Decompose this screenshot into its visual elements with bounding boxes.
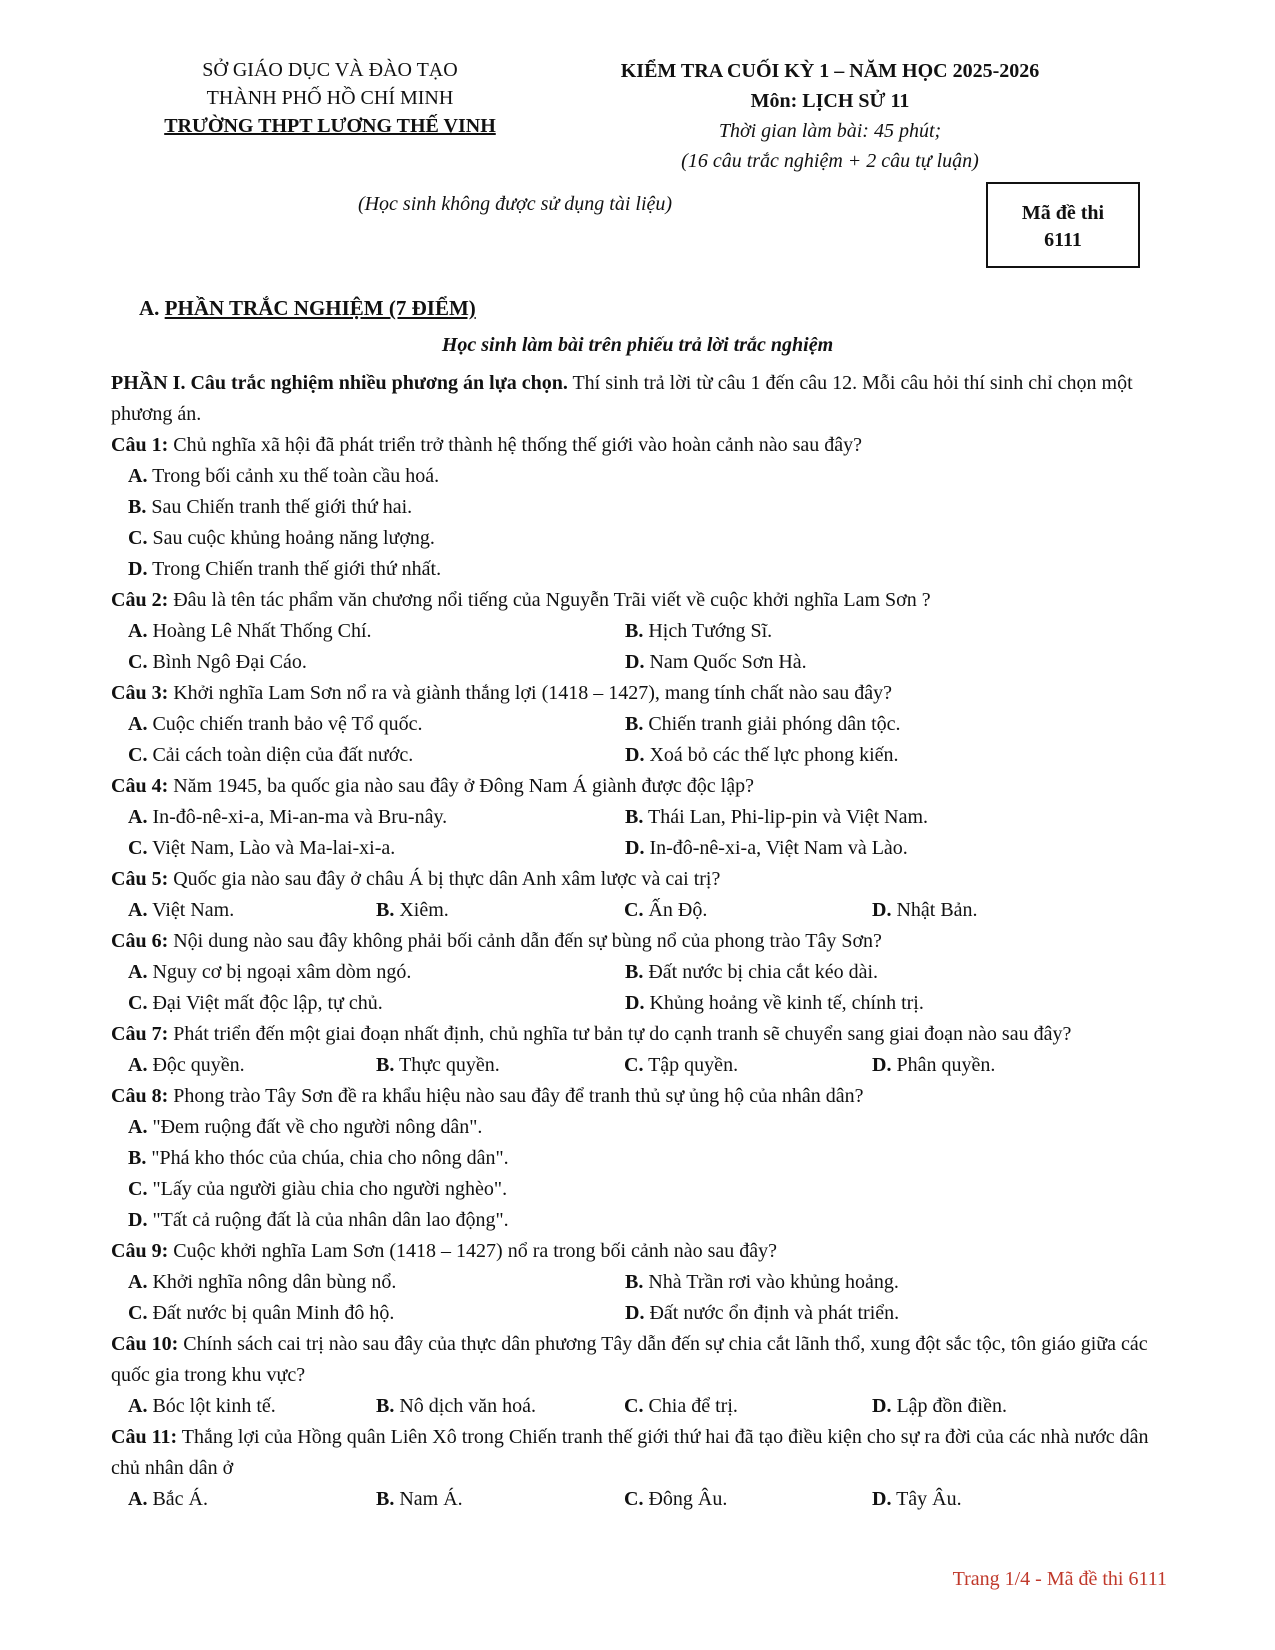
- department-line-2: THÀNH PHỐ HỒ CHÍ MINH: [206, 87, 454, 109]
- option-key: C.: [624, 1488, 644, 1510]
- answer-option: [128, 802, 625, 833]
- option-key: B.: [128, 496, 147, 518]
- answer-option: [625, 1298, 1122, 1329]
- option-text: Việt Nam.: [147, 899, 235, 921]
- option-key: B.: [625, 620, 644, 642]
- answer-option: [128, 496, 412, 518]
- option-text: Nhà Trần rơi vào khủng hoảng.: [643, 1271, 899, 1293]
- part-intro: [111, 368, 1161, 430]
- questions: [111, 430, 1161, 1515]
- option-text: Việt Nam, Lào và Ma-lai-xi-a.: [147, 837, 396, 859]
- option-text: Nam Á.: [394, 1488, 463, 1510]
- answer-option: [625, 740, 1122, 771]
- question-stem: [111, 430, 1161, 461]
- answer-option: [872, 1484, 1120, 1515]
- option-text: Sau Chiến tranh thế giới thứ hai.: [146, 496, 413, 518]
- question-label: Câu 5:: [111, 868, 169, 890]
- option-key: B.: [625, 713, 644, 735]
- option-row: [111, 1298, 1161, 1329]
- option-key: B.: [625, 806, 644, 828]
- option-text: Hoàng Lê Nhất Thống Chí.: [147, 620, 372, 642]
- option-key: C.: [128, 837, 148, 859]
- answer-option: [128, 709, 625, 740]
- department-line-1: SỞ GIÁO DỤC VÀ ĐÀO TẠO: [202, 59, 458, 81]
- option-key: C.: [128, 651, 148, 673]
- option-text: Nhật Bản.: [891, 899, 978, 921]
- option-key: A.: [128, 1395, 148, 1417]
- answer-option: [624, 1484, 872, 1515]
- option-text: Cải cách toàn diện của đất nước.: [147, 744, 414, 766]
- option-text: Trong bối cảnh xu thế toàn cầu hoá.: [147, 465, 440, 487]
- question-stem: [111, 1019, 1161, 1050]
- option-row: [111, 1112, 1161, 1143]
- option-text: Thực quyền.: [394, 1054, 500, 1076]
- question-stem: [111, 1422, 1161, 1484]
- question-label: Câu 1:: [111, 434, 169, 456]
- answer-option: [128, 1178, 507, 1200]
- answer-option: [128, 1267, 625, 1298]
- option-text: Thái Lan, Phi-lip-pin và Việt Nam.: [643, 806, 929, 828]
- option-text: "Đem ruộng đất về cho người nông dân".: [147, 1116, 483, 1138]
- option-key: A.: [128, 1054, 148, 1076]
- question-text: Nội dung nào sau đây không phải bối cảnh dẫn đến sự bùng nổ của phong trào Tây Sơn?: [168, 930, 882, 952]
- option-row: [111, 1050, 1161, 1081]
- question-label: Câu 8:: [111, 1085, 169, 1107]
- answer-option: [625, 988, 1122, 1019]
- option-text: Bắc Á.: [147, 1488, 208, 1510]
- answer-option: [128, 1147, 509, 1169]
- answer-option: [128, 1050, 376, 1081]
- option-text: Đất nước bị chia cắt kéo dài.: [643, 961, 879, 983]
- option-key: A.: [128, 1116, 148, 1138]
- question-text: Phong trào Tây Sơn đề ra khẩu hiệu nào sau đây để tranh thủ sự ủng hộ của nhân dân?: [168, 1085, 864, 1107]
- answer-option: [128, 1209, 509, 1231]
- school-name: TRƯỜNG THPT LƯƠNG THẾ VINH: [164, 115, 496, 137]
- option-row: [111, 802, 1161, 833]
- option-row: [111, 740, 1161, 771]
- option-key: B.: [376, 899, 395, 921]
- option-key: A.: [128, 961, 148, 983]
- option-key: A.: [128, 806, 148, 828]
- question-stem: [111, 864, 1161, 895]
- answer-option: [625, 616, 1122, 647]
- answer-option: [376, 1391, 624, 1422]
- answer-option: [625, 647, 1122, 678]
- option-text: Sau cuộc khủng hoảng năng lượng.: [147, 527, 435, 549]
- option-key: A.: [128, 713, 148, 735]
- question-text: Năm 1945, ba quốc gia nào sau đây ở Đông Nam Á giành được độc lập?: [168, 775, 754, 797]
- answer-option: [376, 895, 624, 926]
- option-row: [111, 1205, 1161, 1236]
- question-text: Khởi nghĩa Lam Sơn nổ ra và giành thắng lợi (1418 – 1427), mang tính chất nào sau đây?: [168, 682, 893, 704]
- option-text: Chia để trị.: [643, 1395, 738, 1417]
- answer-option: [625, 1267, 1122, 1298]
- answer-option: [624, 1050, 872, 1081]
- answer-option: [624, 895, 872, 926]
- question-text: Phát triển đến một giai đoạn nhất định, chủ nghĩa tư bản tự do cạnh tranh sẽ chuyển sang giai đoạn nào sau đây?: [168, 1023, 1072, 1045]
- option-key: B.: [376, 1395, 395, 1417]
- option-key: C.: [128, 1178, 148, 1200]
- option-text: "Tất cả ruộng đất là của nhân dân lao động".: [147, 1209, 509, 1231]
- option-text: Cuộc chiến tranh bảo vệ Tổ quốc.: [147, 713, 423, 735]
- option-row: [111, 833, 1161, 864]
- question-stem: [111, 1236, 1161, 1267]
- option-key: B.: [376, 1488, 395, 1510]
- question-stem: [111, 926, 1161, 957]
- option-key: C.: [128, 744, 148, 766]
- option-row: [111, 523, 1161, 554]
- answer-option: [128, 647, 625, 678]
- answer-option: [872, 895, 1120, 926]
- part-text: Thí sinh trả lời từ câu 1 đến câu 12. Mỗi câu hỏi thí sinh chỉ chọn một phương án.: [111, 372, 1133, 425]
- answer-option: [128, 740, 625, 771]
- option-key: B.: [625, 1271, 644, 1293]
- question-label: Câu 6:: [111, 930, 169, 952]
- option-text: Tây Âu.: [891, 1488, 962, 1510]
- question-text: Quốc gia nào sau đây ở châu Á bị thực dân Anh xâm lược và cai trị?: [168, 868, 721, 890]
- option-text: Nguy cơ bị ngoại xâm dòm ngó.: [147, 961, 412, 983]
- exam-code-label: Mã đề thi: [1021, 202, 1105, 224]
- option-row: [111, 957, 1161, 988]
- option-row: [111, 1174, 1161, 1205]
- answer-option: [128, 1116, 482, 1138]
- option-row: [111, 461, 1161, 492]
- question-label: Câu 4:: [111, 775, 169, 797]
- option-row: [111, 1391, 1161, 1422]
- option-text: Tập quyền.: [643, 1054, 739, 1076]
- option-text: Đông Âu.: [643, 1488, 728, 1510]
- option-key: A.: [128, 899, 148, 921]
- option-text: Xiêm.: [394, 899, 449, 921]
- option-row: [111, 1484, 1161, 1515]
- option-key: D.: [625, 744, 645, 766]
- question-label: Câu 10:: [111, 1333, 179, 1355]
- answer-option: [872, 1391, 1120, 1422]
- answer-option: [625, 802, 1122, 833]
- question-stem: [111, 1329, 1161, 1391]
- answer-option: [625, 957, 1122, 988]
- option-row: [111, 647, 1161, 678]
- option-text: Ấn Độ.: [643, 899, 708, 921]
- option-text: Phân quyền.: [891, 1054, 996, 1076]
- option-key: A.: [128, 620, 148, 642]
- option-key: D.: [872, 1054, 892, 1076]
- question-stem: [111, 585, 1161, 616]
- option-key: C.: [624, 1054, 644, 1076]
- answer-option: [128, 1298, 625, 1329]
- option-key: B.: [376, 1054, 395, 1076]
- option-text: Đại Việt mất độc lập, tự chủ.: [147, 992, 383, 1014]
- section-title: PHẦN TRẮC NGHIỆM (7 ĐIỂM): [164, 296, 476, 320]
- option-key: B.: [625, 961, 644, 983]
- option-key: D.: [128, 1209, 148, 1231]
- question-text: Chính sách cai trị nào sau đây của thực dân phương Tây dẫn đến sự chia cắt lãnh thổ, xung đột sắc tộc, tôn giáo giữa các quốc gia trong khu vực?: [111, 1333, 1148, 1386]
- page-footer: Trang 1/4 - Mã đề thi 6111: [952, 1568, 1167, 1590]
- option-text: "Phá kho thóc của chúa, chia cho nông dân".: [146, 1147, 509, 1169]
- option-key: A.: [128, 1271, 148, 1293]
- option-key: A.: [128, 1488, 148, 1510]
- answer-option: [128, 1391, 376, 1422]
- answer-option: [128, 558, 441, 580]
- answer-option: [128, 616, 625, 647]
- question-text: Chủ nghĩa xã hội đã phát triển trở thành hệ thống thế giới vào hoàn cảnh nào sau đây?: [168, 434, 862, 456]
- option-key: D.: [872, 1488, 892, 1510]
- option-text: Nam Quốc Sơn Hà.: [644, 651, 807, 673]
- answer-option: [128, 1484, 376, 1515]
- section-instruction: Học sinh làm bài trên phiếu trả lời trắc nghiệm: [441, 334, 834, 356]
- option-row: [111, 895, 1161, 926]
- option-text: Trong Chiến tranh thế giới thứ nhất.: [147, 558, 442, 580]
- question-label: Câu 9:: [111, 1240, 169, 1262]
- option-text: Chiến tranh giải phóng dân tộc.: [643, 713, 901, 735]
- exam-structure: (16 câu trắc nghiệm + 2 câu tự luận): [681, 150, 979, 172]
- option-row: [111, 1143, 1161, 1174]
- option-key: D.: [625, 837, 645, 859]
- header-left: [135, 56, 525, 140]
- option-row: [111, 492, 1161, 523]
- option-text: Nô dịch văn hoá.: [394, 1395, 536, 1417]
- option-text: In-đô-nê-xi-a, Mi-an-ma và Bru-nây.: [147, 806, 448, 828]
- option-key: D.: [625, 992, 645, 1014]
- option-text: Bình Ngô Đại Cáo.: [147, 651, 307, 673]
- answer-option: [625, 833, 1122, 864]
- option-row: [111, 988, 1161, 1019]
- answer-option: [128, 833, 625, 864]
- answer-option: [376, 1050, 624, 1081]
- option-key: C.: [128, 1302, 148, 1324]
- option-row: [111, 616, 1161, 647]
- option-key: D.: [872, 899, 892, 921]
- answer-option: [376, 1484, 624, 1515]
- section-prefix: A.: [139, 296, 160, 320]
- question-label: Câu 11:: [111, 1426, 178, 1448]
- exam-code-box: [986, 182, 1140, 268]
- option-row: [111, 709, 1161, 740]
- option-text: "Lấy của người giàu chia cho người nghèo".: [147, 1178, 508, 1200]
- option-row: [111, 554, 1161, 585]
- exam-code: 6111: [1044, 229, 1082, 251]
- question-label: Câu 7:: [111, 1023, 169, 1045]
- answer-option: [128, 465, 439, 487]
- option-row: [111, 1267, 1161, 1298]
- option-key: D.: [872, 1395, 892, 1417]
- question-stem: [111, 1081, 1161, 1112]
- option-key: A.: [128, 465, 148, 487]
- answer-option: [128, 957, 625, 988]
- question-text: Cuộc khởi nghĩa Lam Sơn (1418 – 1427) nổ ra trong bối cảnh nào sau đây?: [168, 1240, 778, 1262]
- answer-option: [872, 1050, 1120, 1081]
- option-text: In-đô-nê-xi-a, Việt Nam và Lào.: [644, 837, 908, 859]
- no-materials-note: (Học sinh không được sử dụng tài liệu): [357, 193, 673, 215]
- question-text: Đâu là tên tác phẩm văn chương nổi tiếng của Nguyễn Trãi viết về cuộc khởi nghĩa Lam Sơn ?: [168, 589, 931, 611]
- answer-option: [624, 1391, 872, 1422]
- option-key: C.: [128, 527, 148, 549]
- option-text: Đất nước bị quân Minh đô hộ.: [147, 1302, 395, 1324]
- option-text: Đất nước ổn định và phát triển.: [644, 1302, 900, 1324]
- question-stem: [111, 771, 1161, 802]
- header-right: [560, 56, 1100, 176]
- option-key: C.: [624, 899, 644, 921]
- option-text: Độc quyền.: [147, 1054, 245, 1076]
- answer-option: [625, 709, 1122, 740]
- answer-option: [128, 895, 376, 926]
- subject: Môn: LỊCH SỬ 11: [750, 90, 910, 112]
- option-text: Xoá bỏ các thế lực phong kiến.: [644, 744, 899, 766]
- option-key: C.: [128, 992, 148, 1014]
- duration: Thời gian làm bài: 45 phút;: [718, 120, 942, 142]
- question-label: Câu 3:: [111, 682, 169, 704]
- option-text: Khởi nghĩa nông dân bùng nổ.: [147, 1271, 397, 1293]
- option-key: D.: [128, 558, 148, 580]
- answer-option: [128, 527, 435, 549]
- option-key: D.: [625, 651, 645, 673]
- part-label: PHẦN I. Câu trắc nghiệm nhiều phương án lựa chọn.: [111, 372, 568, 394]
- option-key: C.: [624, 1395, 644, 1417]
- answer-option: [128, 988, 625, 1019]
- question-stem: [111, 678, 1161, 709]
- option-text: Lập đồn điền.: [891, 1395, 1007, 1417]
- option-key: B.: [128, 1147, 147, 1169]
- question-label: Câu 2:: [111, 589, 169, 611]
- question-text: Thắng lợi của Hồng quân Liên Xô trong Chiến tranh thế giới thứ hai đã tạo điều kiện cho sự ra đời của các nhà nước dân chủ nhân dân ở: [111, 1426, 1149, 1479]
- question-list: [111, 368, 1161, 1515]
- exam-title: KIỂM TRA CUỐI KỲ 1 – NĂM HỌC 2025-2026: [620, 60, 1040, 82]
- section-heading: [139, 296, 476, 321]
- option-text: Hịch Tướng Sĩ.: [643, 620, 773, 642]
- option-text: Khủng hoảng về kinh tế, chính trị.: [644, 992, 924, 1014]
- option-text: Bóc lột kinh tế.: [147, 1395, 276, 1417]
- option-key: D.: [625, 1302, 645, 1324]
